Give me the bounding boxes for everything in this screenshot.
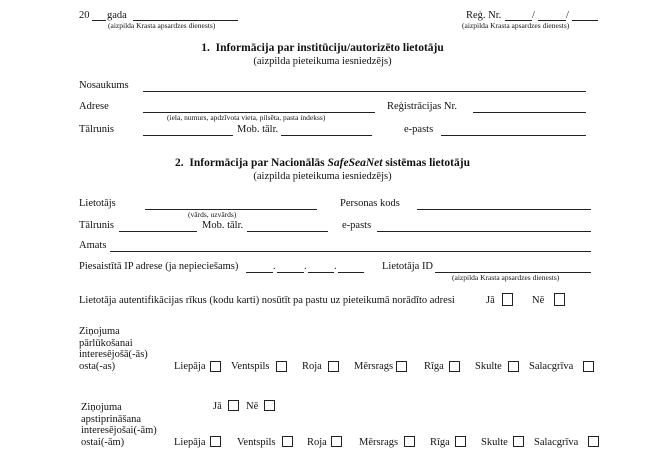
auth-yes-checkbox[interactable] (502, 293, 513, 306)
confirm-yes-checkbox[interactable] (228, 400, 239, 411)
position-field[interactable] (110, 251, 591, 252)
confirm-label-line: ostai(-ām) (81, 436, 125, 448)
confirm-ports-label (81, 402, 157, 448)
date-year-prefix: 20 (79, 10, 90, 21)
browse-label-line: Ziņojuma (79, 326, 120, 337)
address-label: Adrese (79, 101, 109, 112)
ip-dot-1: . (273, 261, 276, 272)
date-year-field[interactable] (92, 20, 106, 21)
confirm-port-checkbox-riga[interactable] (455, 436, 466, 447)
confirm-port-checkbox-mersrags[interactable] (404, 436, 415, 447)
browse-port-checkbox-liepaja[interactable] (210, 361, 221, 372)
browse-port-checkbox-skulte[interactable] (508, 361, 519, 372)
ip-dot-3: . (334, 261, 337, 272)
email-label-1: e-pasts (404, 124, 434, 135)
auth-label: Lietotāja autentifikācijas rīkus (kodu karti) nosūtīt pa pastu uz pieteikumā norādīto adresi (79, 295, 455, 306)
section2-number: 2. (175, 157, 184, 169)
confirm-label-line: interesējošai(-ām) (81, 425, 157, 436)
mobile-label-1: Mob. tālr. (237, 124, 279, 135)
reg-note: (aizpilda Krasta apsardzes dienests) (462, 21, 570, 30)
mobile-label-2: Mob. tālr. (202, 220, 244, 231)
confirm-port-checkbox-ventspils[interactable] (282, 436, 293, 447)
confirm-port-label-riga: Rīga (430, 437, 450, 448)
browse-port-label-roja: Roja (302, 361, 322, 372)
phone-label-2: Tālrunis (79, 220, 114, 231)
position-label: Amats (79, 240, 107, 251)
browse-label-line: interesējošā(-ās) (79, 349, 148, 360)
browse-port-label-skulte: Skulte (475, 361, 502, 372)
section1-number: 1. (201, 42, 210, 54)
mobile-field-1[interactable] (281, 135, 372, 136)
section1-title (0, 41, 645, 55)
user-label: Lietotājs (79, 198, 116, 209)
phone-field-1[interactable] (143, 135, 233, 136)
confirm-label-line: apstiprināšana (81, 413, 142, 425)
ip-label: Piesaistītā IP adrese (ja nepieciešams) (79, 261, 239, 272)
browse-port-checkbox-salacgriva[interactable] (583, 361, 594, 372)
confirm-port-label-ventspils: Ventspils (237, 437, 276, 448)
confirm-port-label-skulte: Skulte (481, 437, 508, 448)
browse-port-checkbox-riga[interactable] (449, 361, 460, 372)
browse-port-label-ventspils: Ventspils (231, 361, 270, 372)
confirm-port-label-liepaja: Liepāja (174, 437, 206, 448)
userid-label: Lietotāja ID (382, 261, 434, 272)
confirm-port-checkbox-liepaja[interactable] (210, 436, 221, 447)
ip-octet-2[interactable] (277, 272, 304, 273)
section2-title-em: SafeSeaNet (327, 157, 383, 169)
section2-title (0, 156, 645, 170)
userid-note: (aizpilda Krasta apsardzes dienests) (452, 273, 560, 282)
browse-ports-label (79, 326, 148, 372)
confirm-yes-label: Jā (213, 401, 222, 412)
browse-port-checkbox-roja[interactable] (328, 361, 339, 372)
confirm-port-label-roja: Roja (307, 437, 327, 448)
reg-sep-1: / (532, 10, 535, 21)
reg-nr-field-3[interactable] (572, 20, 598, 21)
email-label-2: e-pasts (342, 220, 372, 231)
auth-no-checkbox[interactable] (554, 293, 565, 306)
browse-label-line: pārlūkošanai (79, 337, 133, 349)
browse-port-label-riga: Rīga (424, 361, 444, 372)
regnr-field[interactable] (473, 112, 586, 113)
auth-yes-label: Jā (486, 295, 495, 306)
name-field[interactable] (143, 91, 586, 92)
confirm-port-checkbox-roja[interactable] (331, 436, 342, 447)
section1-subtitle: (aizpilda pieteikuma iesniedzējs) (253, 56, 392, 67)
email-field-1[interactable] (441, 135, 586, 136)
phone-field-2[interactable] (119, 231, 197, 232)
name-label: Nosaukums (79, 80, 129, 91)
browse-label-line: osta(-as) (79, 360, 116, 372)
phone-label-1: Tālrunis (79, 124, 114, 135)
email-field-2[interactable] (377, 231, 591, 232)
confirm-port-checkbox-skulte[interactable] (513, 436, 524, 447)
confirm-port-checkbox-salacgriva[interactable] (588, 436, 599, 447)
browse-port-label-salacgriva: Salacgrīva (529, 361, 574, 372)
section1-title-text: Informācija par institūciju/autorizēto lietotāju (215, 42, 444, 54)
browse-port-checkbox-ventspils[interactable] (276, 361, 287, 372)
ip-dot-2: . (304, 261, 307, 272)
reg-nr-label: Reģ. Nr. (466, 10, 502, 21)
confirm-port-label-mersrags: Mērsrags (359, 437, 399, 448)
personal-code-label: Personas kods (340, 198, 400, 209)
browse-port-checkbox-mersrags[interactable] (396, 361, 407, 372)
ip-octet-1[interactable] (246, 272, 273, 273)
section2-title-post: sistēmas lietotāju (382, 157, 470, 169)
date-gada-label: gada (107, 10, 127, 21)
mobile-field-2[interactable] (247, 231, 328, 232)
browse-port-label-mersrags: Mērsrags (354, 361, 394, 372)
user-note: (vārds, uzvārds) (188, 210, 237, 219)
ip-octet-3[interactable] (308, 272, 334, 273)
confirm-label-line: Ziņojuma (81, 402, 122, 413)
personal-code-field[interactable] (417, 209, 591, 210)
confirm-no-checkbox[interactable] (264, 400, 275, 411)
address-note: (iela, numurs, apdzīvota vieta, pilsēta, pasta indekss) (167, 113, 326, 122)
section2-subtitle: (aizpilda pieteikuma iesniedzējs) (253, 171, 392, 182)
confirm-no-label: Nē (246, 401, 259, 412)
auth-no-label: Nē (532, 295, 545, 306)
ip-octet-4[interactable] (338, 272, 364, 273)
section2-title-pre: Informācija par Nacionālās (189, 157, 328, 169)
browse-port-label-liepaja: Liepāja (174, 361, 206, 372)
confirm-port-label-salacgriva: Salacgrīva (534, 437, 579, 448)
reg-sep-2: / (566, 10, 569, 21)
date-note: (aizpilda Krasta apsardzes dienests) (108, 21, 216, 30)
regnr-label: Reģistrācijas Nr. (387, 101, 457, 112)
